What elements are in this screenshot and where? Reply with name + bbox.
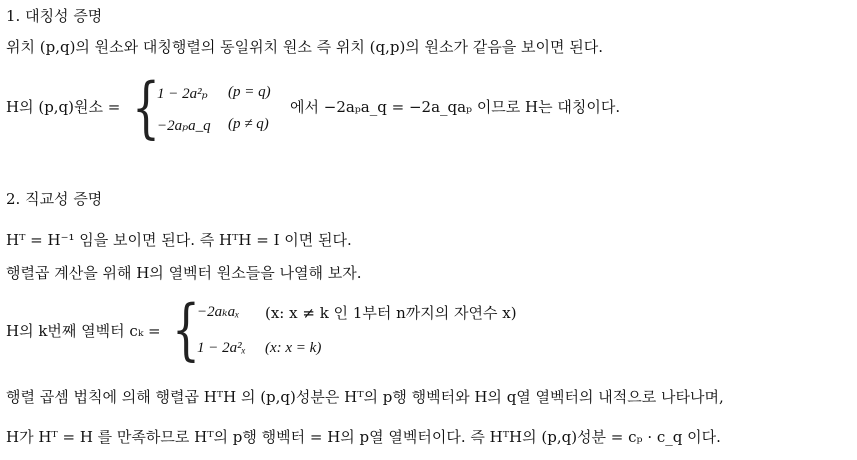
section2-line4: H가 Hᵀ = H 를 만족하므로 Hᵀ의 p행 행벡터 = H의 p열 열벡터이다. 즉 HᵀH의 (p,q)성분 = cₚ · c_q 이다.	[6, 428, 721, 446]
left-brace-icon: {	[172, 292, 200, 369]
section2-case1-cond: (x: x ≠ k 인 1부터 n까지의 자연수 x)	[265, 304, 517, 322]
section1-intro: 위치 (p,q)의 원소와 대칭행렬의 동일위치 원소 즉 위치 (q,p)의 원소가 같음을 보이면 된다.	[6, 38, 604, 56]
section2-case1-expr: −2aₖaₓ	[197, 304, 240, 320]
section2-line1: Hᵀ = H⁻¹ 임을 보이면 된다. 즉 HᵀH = I 이면 된다.	[6, 231, 352, 249]
section1-case1-expr: 1 − 2a²ₚ	[157, 86, 208, 102]
section1-case1-cond: (p = q)	[228, 84, 271, 100]
section2-case2-expr: 1 − 2a²ₓ	[197, 340, 246, 356]
section2-case2-cond: (x: x = k)	[265, 340, 322, 356]
section1-case2-expr: −2aₚa_q	[157, 118, 211, 134]
left-brace-icon: {	[132, 70, 160, 147]
section1-equation-lhs: H의 (p,q)원소 =	[6, 98, 121, 116]
section2-line3: 행렬 곱셈 법칙에 의해 행렬곱 HᵀH 의 (p,q)성분은 Hᵀ의 p행 행벡터와 H의 q열 열벡터의 내적으로 나타나며,	[6, 388, 724, 406]
section1-case2-cond: (p ≠ q)	[228, 116, 269, 132]
section2-heading: 2. 직교성 증명	[6, 190, 103, 208]
section2-equation-lhs: H의 k번째 열벡터 cₖ =	[6, 322, 161, 340]
section1-heading: 1. 대칭성 증명	[6, 7, 103, 25]
section1-conclusion: 에서 −2aₚa_q = −2a_qaₚ 이므로 H는 대칭이다.	[290, 98, 621, 116]
section2-line2: 행렬곱 계산을 위해 H의 열벡터 원소들을 나열해 보자.	[6, 264, 362, 282]
